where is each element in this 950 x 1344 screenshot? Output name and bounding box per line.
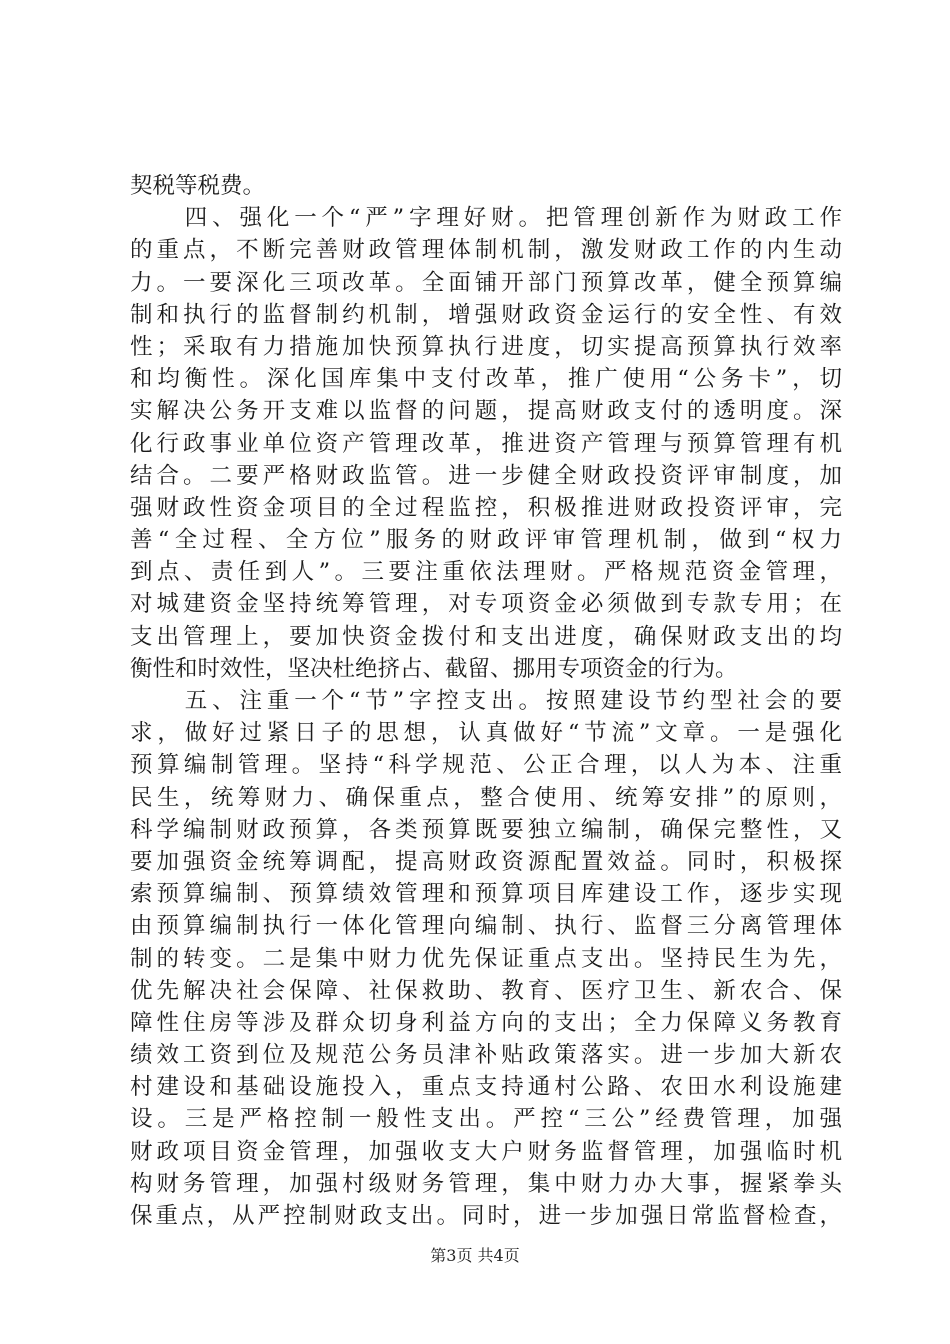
- text-line: 对城建资金坚持统筹管理，对专项资金必须做到专款专用；在: [130, 591, 842, 618]
- text-line: 四、强化一个“严”字理好财。把管理创新作为财政工作: [130, 205, 842, 232]
- text-line: 五、注重一个“节”字控支出。按照建设节约型社会的要: [130, 688, 842, 714]
- text-line: 民生，统筹财力、确保重点，整合使用、统筹安排”的原则，: [130, 784, 842, 811]
- text-line: 障性住房等涉及群众切身利益方向的支出；全力保障义务教育: [130, 1009, 842, 1036]
- text-line: 求，做好过紧日子的思想，认真做好“节流”文章。一是强化: [130, 720, 842, 747]
- text-line: 科学编制财政预算，各类预算既要独立编制，确保完整性，又: [130, 816, 842, 843]
- text-line: 要加强资金统筹调配，提高财政资源配置效益。同时，积极探: [130, 848, 842, 875]
- text-line: 制的转变。二是集中财力优先保证重点支出。坚持民生为先，: [130, 945, 842, 972]
- text-line: 优先解决社会保障、社保救助、教育、医疗卫生、新农合、保: [130, 977, 842, 1004]
- text-line: 预算编制管理。坚持“科学规范、公正合理，以人为本、注重: [130, 752, 842, 779]
- text-line: 契税等税费。: [130, 173, 266, 199]
- text-line: 性；采取有力措施加快预算执行进度，切实提高预算执行效率: [130, 333, 842, 360]
- text-line: 支出管理上，要加快资金拨付和支出进度，确保财政支出的均: [130, 623, 842, 650]
- text-line: 的重点，不断完善财政管理体制机制，激发财政工作的内生动: [130, 237, 842, 264]
- text-line: 衡性和时效性，坚决杜绝挤占、截留、挪用专项资金的行为。: [130, 655, 738, 682]
- text-line: 和均衡性。深化国库集中支付改革，推广使用“公务卡”，切: [130, 366, 842, 393]
- text-line: 强财政性资金项目的全过程监控，积极推进财政投资评审，完: [130, 494, 842, 521]
- text-line: 村建设和基础设施投入，重点支持通村公路、农田水利设施建: [130, 1074, 842, 1101]
- text-line: 设。三是严格控制一般性支出。严控“三公”经费管理，加强: [130, 1106, 842, 1133]
- text-line: 制和执行的监督制约机制，增强财政资金运行的安全性、有效: [130, 301, 842, 328]
- text-line: 实解决公务开支难以监督的问题，提高财政支付的透明度。深: [130, 398, 842, 425]
- text-line: 保重点，从严控制财政支出。同时，进一步加强日常监督检查，: [130, 1203, 842, 1229]
- text-line: 由预算编制执行一体化管理向编制、执行、监督三分离管理体: [130, 913, 842, 940]
- text-line: 构财务管理，加强村级财务管理，集中财力办大事，握紧拳头: [130, 1170, 842, 1197]
- document-body: [130, 170, 842, 1232]
- text-line: 化行政事业单位资产管理改革，推进资产管理与预算管理有机: [130, 430, 842, 457]
- text-line: 力。一要深化三项改革。全面铺开部门预算改革，健全预算编: [130, 269, 842, 296]
- text-line: 到点、责任到人”。三要注重依法理财。严格规范资金管理，: [130, 559, 842, 586]
- page-footer: 第3页 共4页: [430, 1246, 520, 1265]
- text-line: 索预算编制、预算绩效管理和预算项目库建设工作，逐步实现: [130, 881, 842, 908]
- text-line: 善“全过程、全方位”服务的财政评审管理机制，做到“权力: [130, 527, 842, 554]
- text-line: 结合。二要严格财政监管。进一步健全财政投资评审制度，加: [130, 462, 842, 489]
- text-line: 绩效工资到位及规范公务员津补贴政策落实。进一步加大新农: [130, 1042, 842, 1069]
- text-line: 财政项目资金管理，加强收支大户财务监督管理，加强临时机: [130, 1138, 842, 1165]
